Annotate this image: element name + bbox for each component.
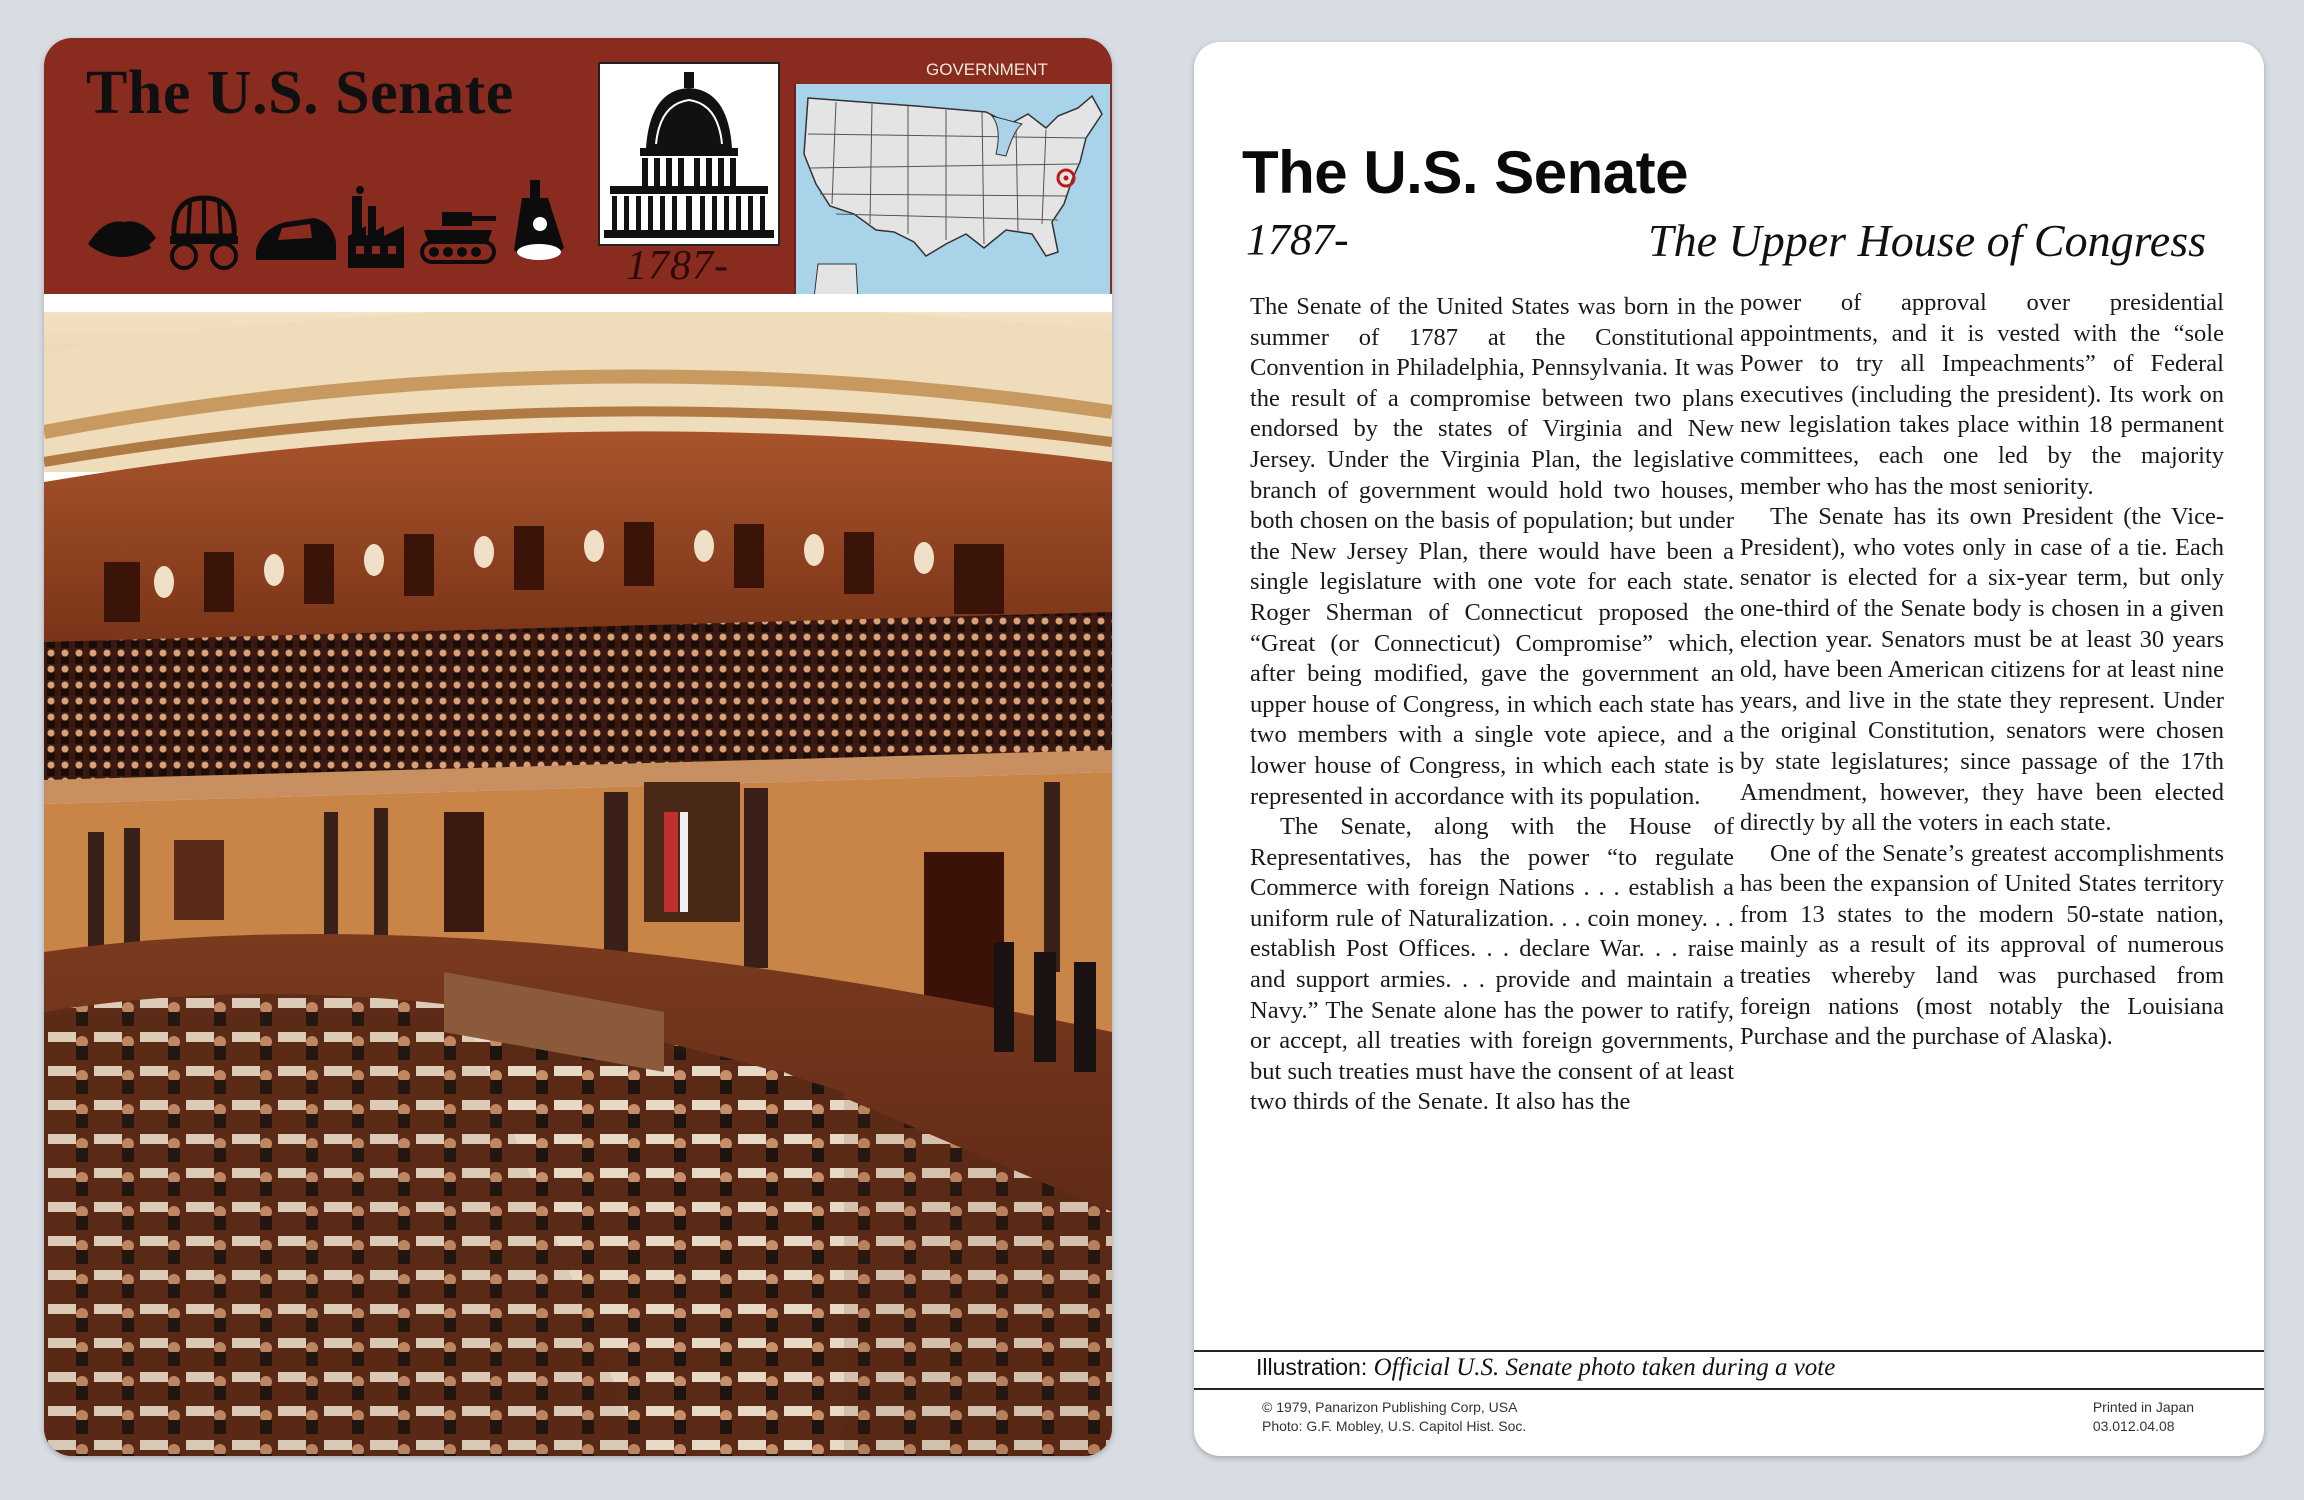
divider-rule [1194,1388,2264,1390]
copyright-text: © 1979, Panarizon Publishing Corp, USA [1262,1399,1518,1415]
back-title: The U.S. Senate [1242,139,1688,206]
category-label: GOVERNMENT [926,60,1048,79]
capitol-dome-box [598,62,780,246]
back-subtitle: The Upper House of Congress [1648,215,2206,266]
tank-icon [418,202,498,268]
text-column-right [1740,288,2224,1053]
old-car-icon [252,208,338,268]
paragraph: The Senate of the United States was born in the summer of 1787 at the Constitutional Convention in Philadelphia, Pennsylvania. It was the result of a compromise between two plans endorsed by the states of Virginia and New Jersey. Under the Virginia Plan, the legislative branch of government would hold two houses, both chosen on the basis of population; but under the New Jersey Plan, there would have been a single legislature with one vote for each state. Roger Sherman of Connecticut proposed the “Great (or Connecticut) Compromise” which, after being modified, gave the government an upper house of Congress, in which each state has two members with a single vote apiece, and a lower house of Congress, in which each state is represented in accordance with its population. [1250,293,1734,810]
copyright-block [1262,1398,1526,1436]
front-year: 1787- [626,243,729,289]
space-capsule-icon [508,178,572,270]
print-info [2093,1398,2194,1436]
paragraph: One of the Senate’s greatest accomplishments has been the expansion of United States territory from 13 states to the modern 50-state nation, mainly as a result of its approval of numerous treaties whereby land was purchased from foreign nations (most notably the Louisiana Purchase and the purchase of Alaska). [1740,839,2224,1051]
back-year: 1787- [1246,215,1349,264]
divider-rule [1194,1350,2264,1352]
capitol-dome-icon [600,64,778,244]
front-title: The U.S. Senate [86,59,514,127]
card-code: 03.012.04.08 [2092,1418,2175,1434]
printed-in: Printed in Japan [2092,1399,2194,1415]
text-column-left [1250,292,1734,1372]
paragraph: power of approval over presidential appointments, and it is vested with the “sole Power to try all Impeachments” of Federal executives (including the president). Its work on new legislation takes place within 18 permanent committees, each one led by the majority member who has the most seniority. [1740,289,2224,500]
paragraph: The Senate has its own President (the Vice-President), who votes only in case of a tie. Each senator is elected for a six-year term, but only one-third of the Senate body is chosen in a given election year. Senators must be at least 30 years old, have been American citizens for at least nine years, and live in the state they represent. Under the original Constitution, senators were chosen by state legislatures; since passage of the 17th Amendment, however, they have been elected directly by all the voters in each state. [1740,503,2224,837]
card-front [44,38,1112,1456]
card-back [1194,42,2264,1456]
factory-icon [346,186,408,270]
covered-wagon-icon [164,192,246,272]
illustration-caption: Official U.S. Senate photo taken during a vote [1373,1354,1836,1381]
photo-credit: Photo: G.F. Mobley, U.S. Capitol Hist. Soc. [1262,1418,1527,1434]
paragraph: The Senate, along with the House of Representatives, has the power “to regulate Commerce with foreign Nations . . . establish a uniform rule of Naturalization. . . coin money. . . establish Post Offices. . . declare War. . . raise and support armies. . . provide and maintain a Navy.” The Senate alone has the power to ratify, or accept, all treaties with foreign governments, but such treaties must have the consent of at least two thirds of the Senate. It also has the [1250,813,1734,1116]
illustration-credit [1256,1354,1835,1382]
era-icon-row [84,208,624,288]
white-divider [44,294,1112,312]
tricorn-hat-icon [84,208,160,268]
senate-chamber-photo [44,312,1112,1456]
illustration-label: Illustration: [1256,1354,1368,1380]
